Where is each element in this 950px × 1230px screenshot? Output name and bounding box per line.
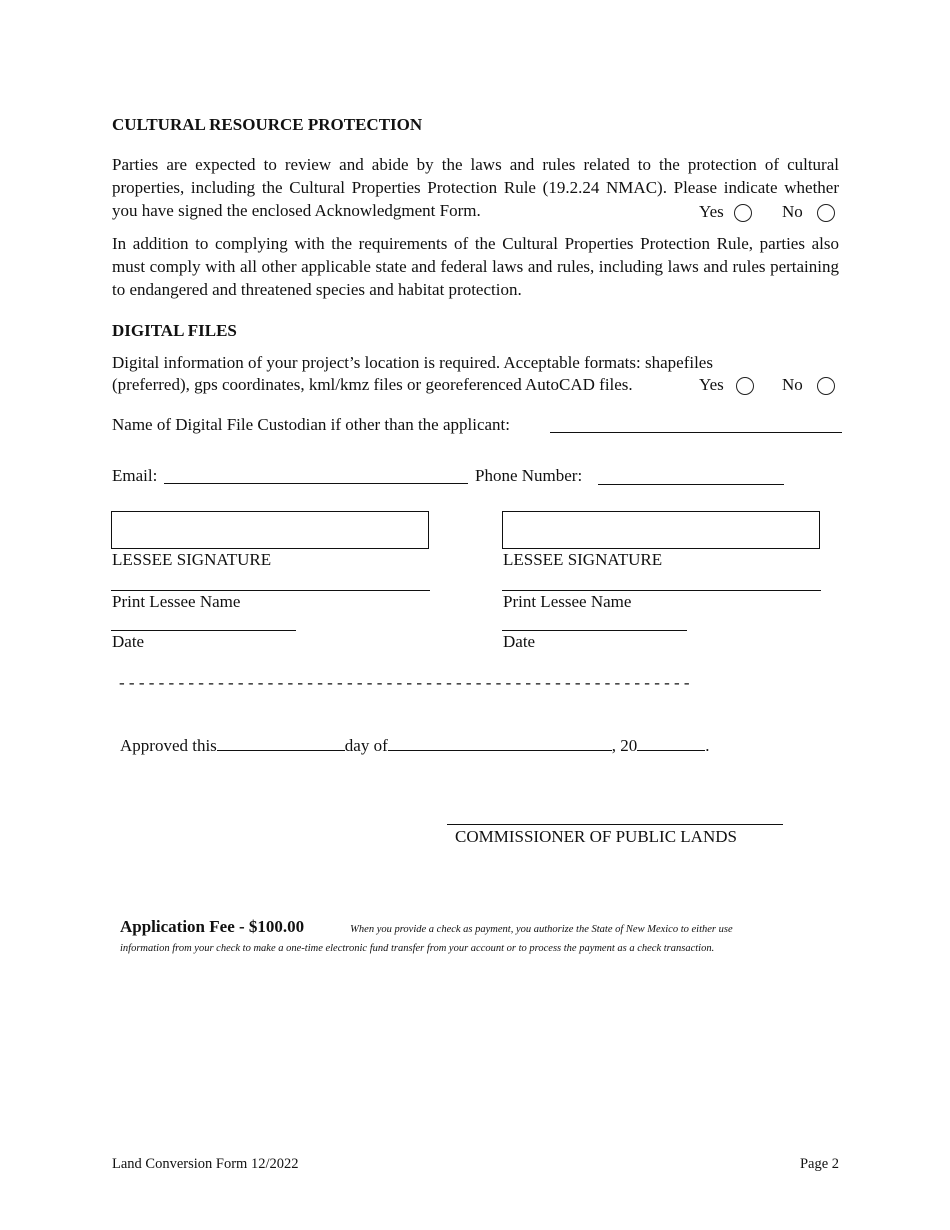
fee-note: When you provide a check as payment, you authorize the State of New Mexico to either use information from your check to make a one-time electronic fund transfer from your account or to process the payment as a check transaction.	[120, 924, 733, 954]
approval-day-field[interactable]	[217, 734, 345, 751]
day-of-label: day of	[344, 736, 388, 755]
right-name-label: Print Lessee Name	[503, 592, 632, 611]
cut-line-separator: - - - - - - - - - - - - - - - - - - - - - - - - - - - - - - - - - - - - - - - - - - - - - - - - - - - - - - - - - -	[119, 673, 690, 692]
digital-yes-label: Yes	[699, 375, 724, 394]
approval-line	[120, 734, 710, 757]
digital-no-option[interactable]	[782, 373, 835, 396]
digital-heading: DIGITAL FILES	[112, 321, 237, 340]
cultural-paragraph-1-text: Parties are expected to review and abide by the laws and rules related to the protection of cultural properties, including the Cultural Properties Protection Rule (19.2.24 NMAC). Please indicate whether you have signed the enclosed Acknowledgment Form.	[112, 155, 839, 220]
phone-label: Phone Number:	[475, 466, 583, 485]
acknowledgment-no-radio[interactable]	[817, 204, 835, 222]
phone-field[interactable]	[598, 484, 784, 485]
acknowledgment-yes-radio[interactable]	[734, 204, 752, 222]
custodian-label: Name of Digital File Custodian if other than the applicant:	[112, 415, 510, 434]
right-date-label: Date	[503, 632, 536, 651]
digital-no-label: No	[782, 375, 803, 394]
right-signature-label: LESSEE SIGNATURE	[503, 550, 663, 569]
approval-period: .	[705, 736, 710, 755]
approval-year-field[interactable]	[637, 734, 705, 751]
digital-yes-option[interactable]	[699, 373, 754, 396]
email-label: Email:	[112, 466, 158, 485]
approved-this-label: Approved this	[120, 736, 217, 755]
footer-page-number: Page 2	[799, 1156, 839, 1172]
left-signature-label: LESSEE SIGNATURE	[112, 550, 272, 569]
commissioner-label: COMMISSIONER OF PUBLIC LANDS	[455, 827, 737, 846]
digital-yes-radio[interactable]	[736, 377, 754, 395]
left-date-label: Date	[112, 632, 145, 651]
fee-title: Application Fee - $100.00	[120, 917, 305, 936]
custodian-field[interactable]	[550, 432, 842, 433]
acknowledgment-no-option[interactable]	[782, 200, 835, 223]
footer-form-name: Land Conversion Form 12/2022	[112, 1156, 299, 1172]
left-name-label: Print Lessee Name	[112, 592, 241, 611]
fee-block	[120, 916, 780, 956]
cultural-heading: CULTURAL RESOURCE PROTECTION	[112, 115, 423, 134]
acknowledgment-no-label: No	[782, 202, 803, 221]
digital-line-1: Digital information of your project’s location is required. Acceptable formats: shapefiles	[112, 353, 713, 372]
digital-line-2: (preferred), gps coordinates, kml/kmz files or georeferenced AutoCAD files.	[112, 375, 633, 394]
approval-month-field[interactable]	[388, 734, 612, 751]
right-signature-box[interactable]	[502, 511, 820, 549]
cultural-paragraph-2: In addition to complying with the requirements of the Cultural Properties Protection Rule, parties also must comply with all other applicable state and federal laws and rules, including laws and rules pertaining to endangered and threatened species and habitat protection.	[112, 234, 839, 299]
year-prefix-label: , 20	[611, 736, 638, 755]
email-field[interactable]	[164, 483, 468, 484]
left-signature-box[interactable]	[111, 511, 429, 549]
acknowledgment-yes-option[interactable]	[699, 200, 752, 223]
acknowledgment-yes-label: Yes	[699, 202, 724, 221]
digital-no-radio[interactable]	[817, 377, 835, 395]
